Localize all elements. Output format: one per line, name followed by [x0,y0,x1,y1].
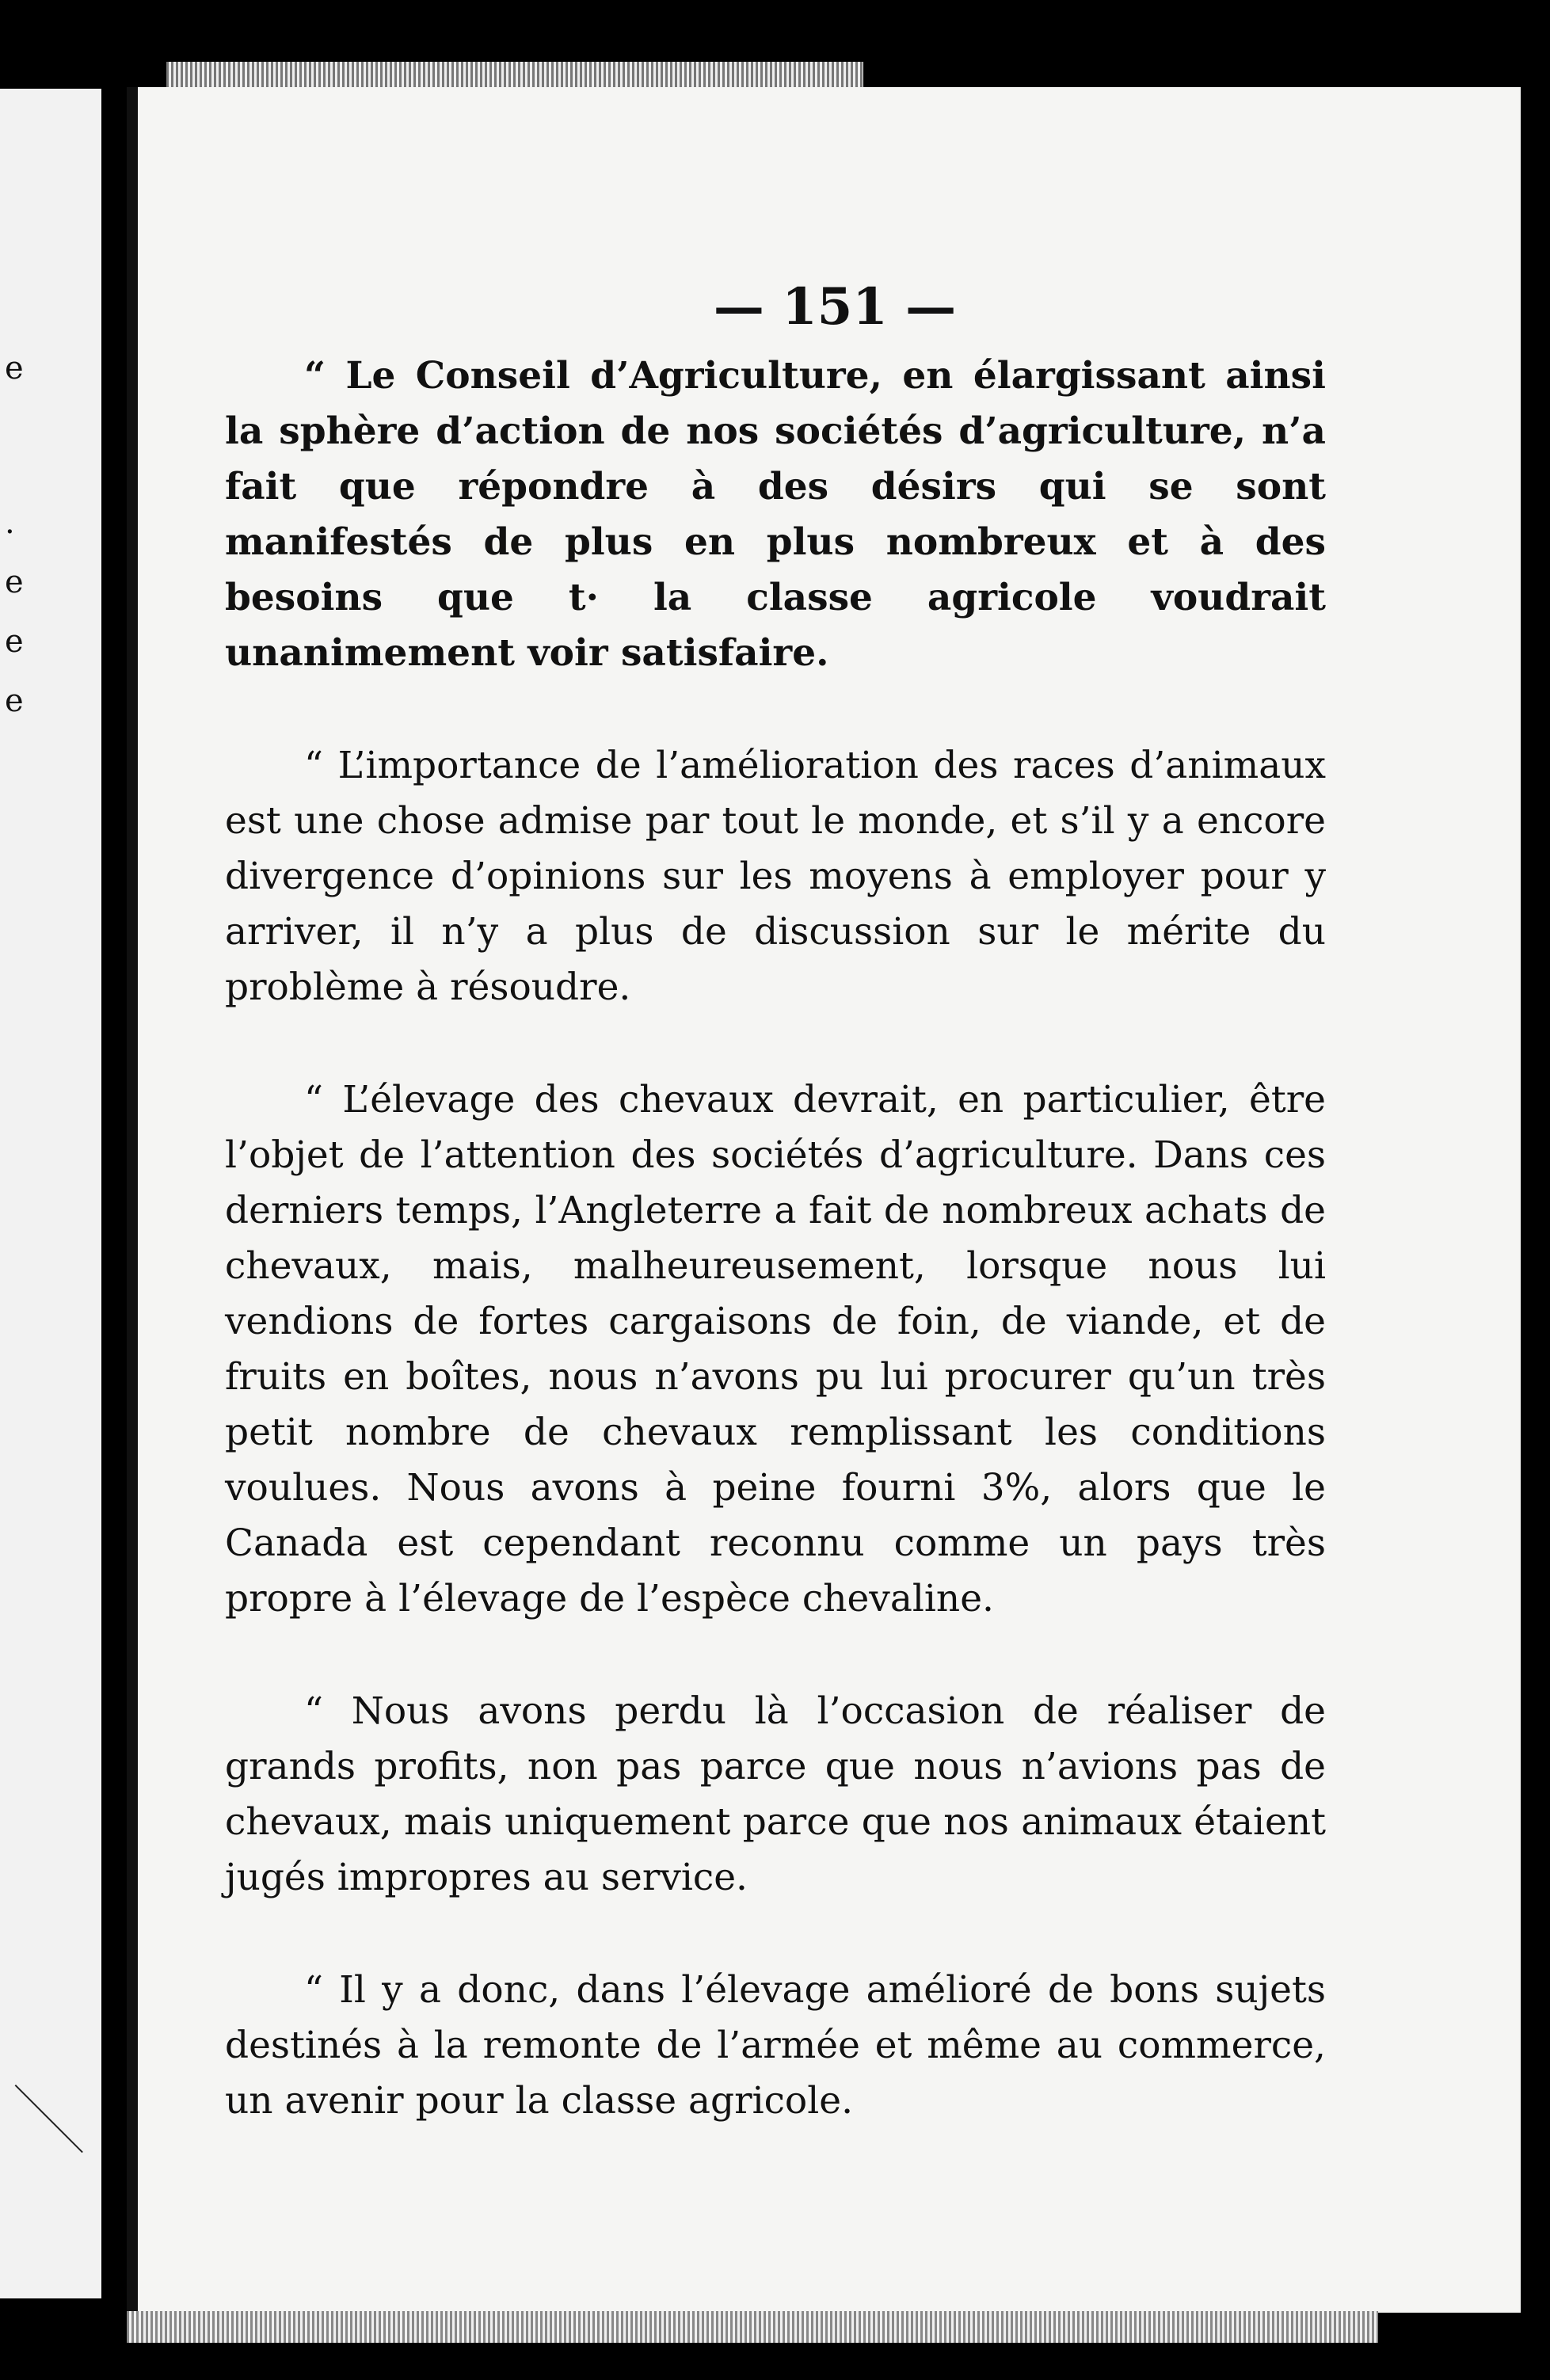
book-page [127,87,1521,2313]
paragraph: “ Nous avons perdu là l’occasion de réaliser de grands profits, non pas parce que nous n’avions pas de chevaux, mais uniquement parce que nos animaux étaient jugés impropres au service. [225,1689,1326,1899]
margin-fragment: e [5,683,24,719]
margin-fragment: e [5,564,24,600]
margin-fragment: . [5,505,15,541]
margin-fragment: e [5,623,24,660]
paragraph: “ Il y a donc, dans l’élevage amélioré de bons sujets destinés à la remonte de l’armée et même au commerce, un avenir pour la classe agricole. [225,1968,1326,2123]
body-text [225,348,1326,2186]
page-number: — 151 — [713,277,957,337]
paragraph: “ L’élevage des chevaux devrait, en particulier, être l’objet de l’attention des sociétés d’agriculture. Dans ces derniers temps, l’Angleterre a fait de nombreux achats de chevaux, mais, malheureusement, lorsque nous lui vendions de fortes cargaisons de foin, de viande, et de fruits en boîtes, nous n’avons pu lui procurer qu’un très petit nombre de chevaux remplissant les conditions voulues. Nous avons à peine fourni 3%, alors que le Canada est cependant reconnu comme un pays très propre à l’élevage de l’espèce chevaline. [225,1078,1326,1620]
paragraph: “ L’importance de l’amélioration des races d’animaux est une chose admise par tout le monde, et s’il y a encore divergence d’opinions sur les moyens à employer pour y arriver, il n’y a plus de discussion sur le mérite du problème à résoudre. [225,744,1326,1009]
margin-fragment: e [5,350,24,387]
scan-edge-bottom [127,2311,1378,2343]
page-fold-mark [15,2085,83,2153]
scan-edge-top [166,62,863,89]
adjacent-page-edge [0,89,101,2298]
paragraph: “ Le Conseil d’Agriculture, en élargissant ainsi la sphère d’action de nos sociétés d’agriculture, n’a fait que répondre à des désirs qui se sont manifestés de plus en plus nombreux et à des besoins que t· la classe agricole voudrait unanimement voir satisfaire. [225,354,1326,675]
